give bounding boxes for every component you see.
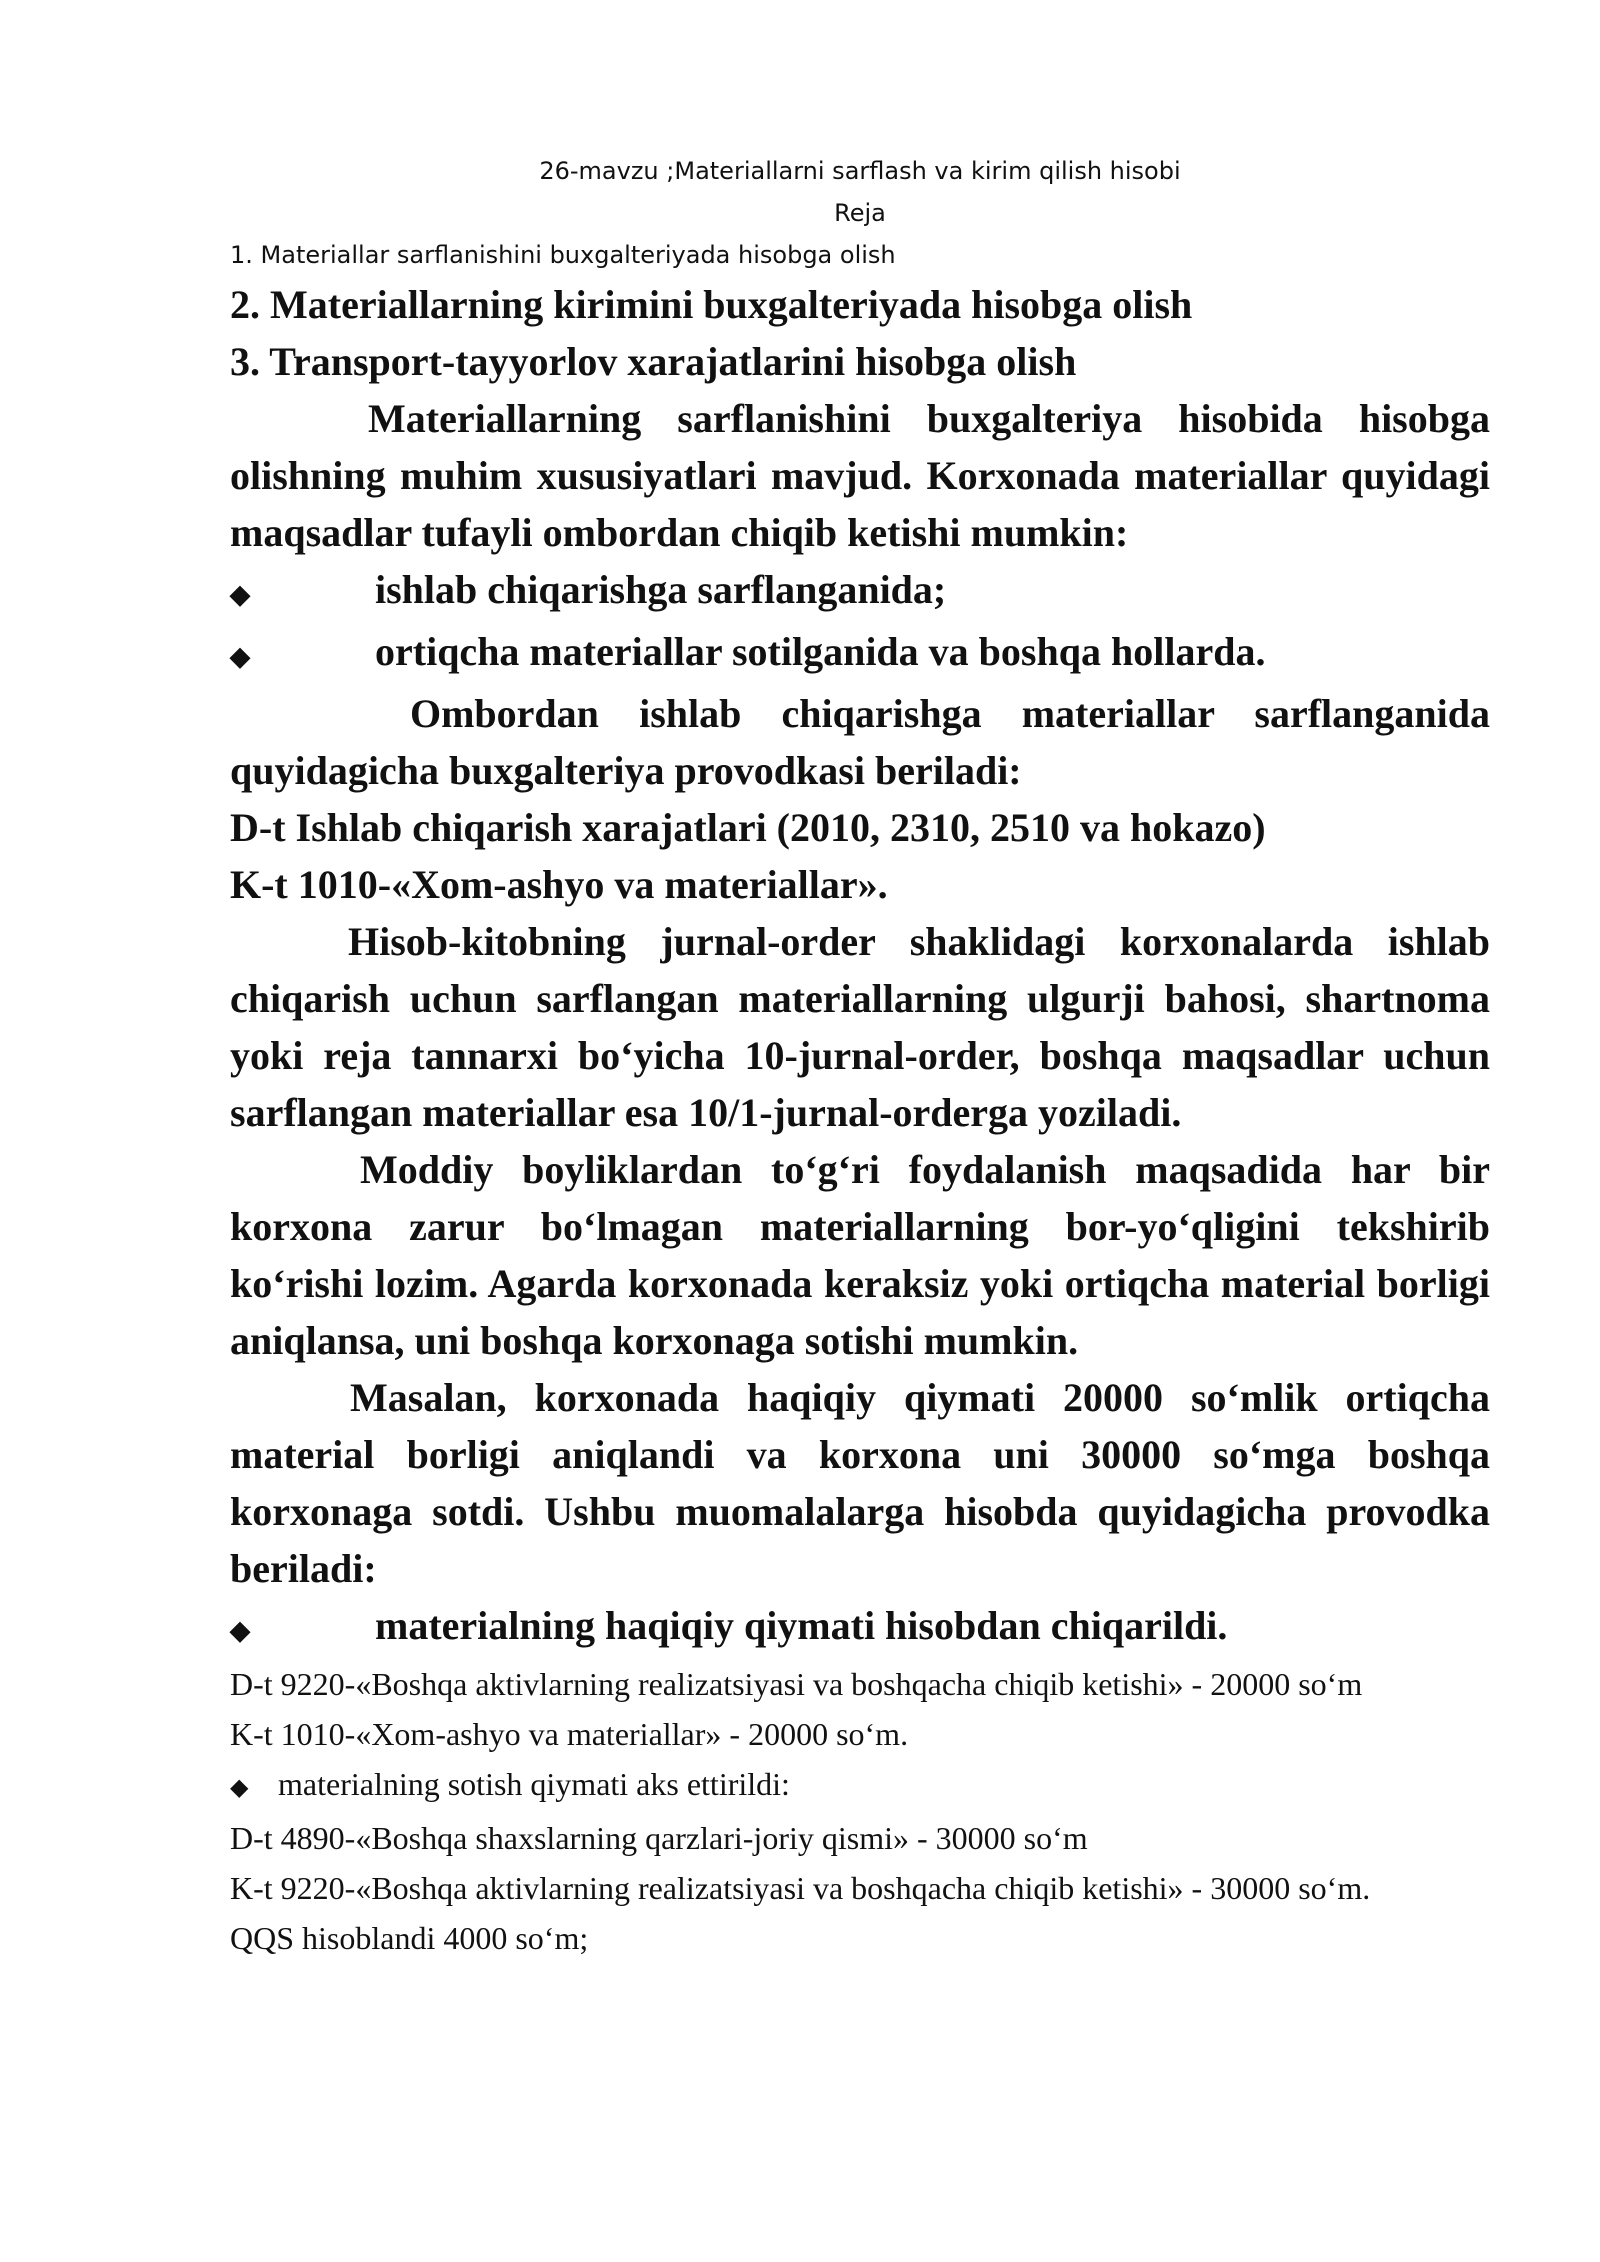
entry-credit-3: K-t 9220-«Boshqa aktivlarning realizatsiyasi va boshqacha chiqib ketishi» - 30000 soʻm. <box>230 1870 1371 1906</box>
plan-item-3: 3. Transport-tayyorlov xarajatlarini hisobga olish <box>230 339 1077 384</box>
entry-debit-2: D-t 9220-«Boshqa aktivlarning realizatsiyasi va boshqacha chiqib ketishi» - 20000 soʻm <box>230 1666 1363 1702</box>
entry-credit-2: K-t 1010-«Xom-ashyo va materiallar» - 20000 soʻm. <box>230 1716 909 1752</box>
paragraph-1: Materiallarning sarflanishini buxgalteriya hisobida hisobga olishning muhim xususiyatlari mavjud. Korxonada materiallar quyidagi maqsadlar tufayli ombordan chiqib ketishi mumkin: <box>230 396 1490 555</box>
entry-credit-1: K-t 1010-«Xom-ashyo va materiallar». <box>230 862 888 907</box>
vat-line: QQS hisoblandi 4000 soʻm; <box>230 1920 589 1956</box>
topic-title: 26-mavzu ;Materiallarni sarflash va kirim qilish hisobi <box>539 157 1181 185</box>
paragraph-4: Moddiy boyliklardan toʻgʻri foydalanish maqsadida har bir korxona zarur boʻlmagan materiallarning bor-yoʻqligini tekshirib koʻrishi lozim. Agarda korxonada keraksiz yoki ortiqcha material borligi aniqlansa, uni boshqa korxonaga sotishi mumkin. <box>230 1147 1490 1363</box>
bullet-text-1: ishlab chiqarishga sarflanganida; <box>375 567 947 612</box>
bullet-item-2 <box>230 623 1490 685</box>
bullet-item-4 <box>230 1759 1490 1813</box>
bullet-text-2: ortiqcha materiallar sotilganida va boshqa hollarda. <box>375 629 1266 674</box>
plan-heading: Reja <box>834 199 886 227</box>
plan-item-1: 1. Materiallar sarflanishini buxgalteriyada hisobga olish <box>230 241 896 269</box>
plan-item-2: 2. Materiallarning kirimini buxgalteriyada hisobga olish <box>230 282 1193 327</box>
diamond-bullet-icon: ◆ <box>230 580 250 609</box>
bullet-item-3 <box>230 1597 1490 1659</box>
diamond-bullet-icon: ◆ <box>230 1616 250 1645</box>
entry-debit-1: D-t Ishlab chiqarish xarajatlari (2010, 2310, 2510 va hokazo) <box>230 805 1266 850</box>
bullet-item-1 <box>230 561 1490 623</box>
bullet-text-4: materialning sotish qiymati aks ettirildi: <box>278 1766 790 1802</box>
diamond-bullet-icon: ◆ <box>230 1775 249 1801</box>
document-content <box>230 150 1490 1963</box>
paragraph-5: Masalan, korxonada haqiqiy qiymati 20000 soʻmlik ortiqcha material borligi aniqlandi va korxona uni 30000 soʻmga boshqa korxonaga sotdi. Ushbu muomalalarga hisobda quyidagicha provodka beriladi: <box>230 1375 1490 1591</box>
paragraph-2: Ombordan ishlab chiqarishga materiallar sarflanganida quyidagicha buxgalteriya provodkasi beriladi: <box>230 691 1490 793</box>
diamond-bullet-icon: ◆ <box>230 642 250 671</box>
paragraph-3: Hisob-kitobning jurnal-order shaklidagi korxonalarda ishlab chiqarish uchun sarflangan materiallarning ulgurji bahosi, shartnoma yoki reja tannarxi boʻyicha 10-jurnal-order, boshqa maqsadlar uchun sarflangan materiallar esa 10/1-jurnal-orderga yoziladi. <box>230 919 1490 1135</box>
bullet-text-3: materialning haqiqiy qiymati hisobdan chiqarildi. <box>375 1603 1228 1648</box>
entry-debit-3: D-t 4890-«Boshqa shaxslarning qarzlari-joriy qismi» - 30000 soʻm <box>230 1820 1088 1856</box>
